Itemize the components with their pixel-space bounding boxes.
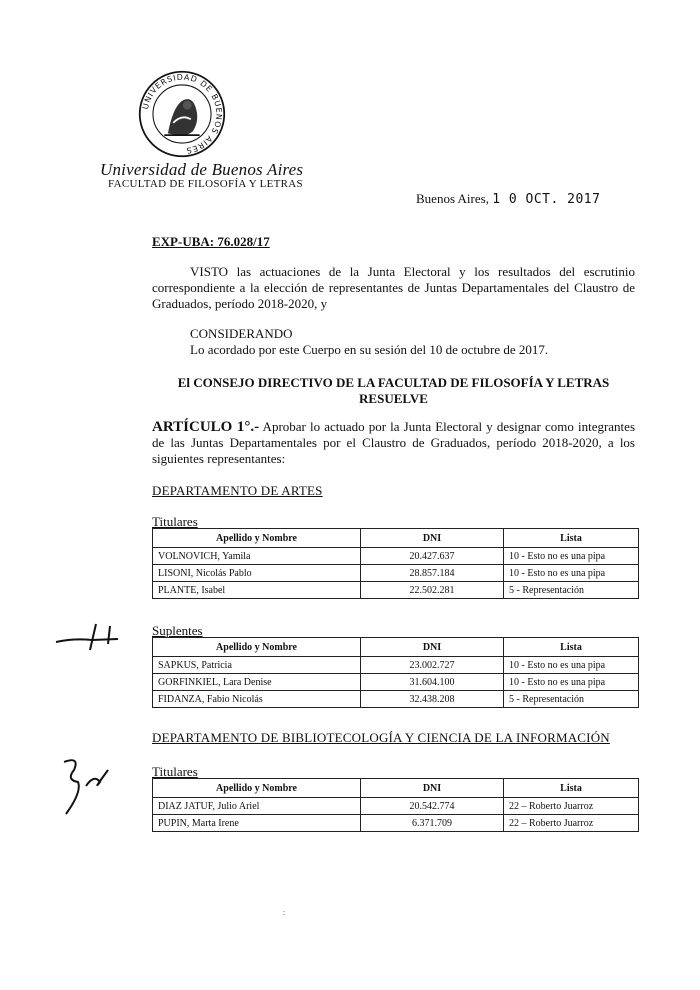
- university-name: Universidad de Buenos Aires: [100, 160, 304, 179]
- cell-name: FIDANZA, Fabio Nicolás: [153, 691, 361, 708]
- titulares-table: [152, 528, 639, 599]
- cell-name: LISONI, Nicolás Pablo: [153, 565, 361, 582]
- titulares-table: [152, 778, 639, 832]
- cell-lista: 10 - Esto no es una pipa: [504, 548, 639, 565]
- date-stamp: 1 0 OCT. 2017: [492, 192, 601, 207]
- expediente-number: EXP-UBA: 76.028/17: [152, 234, 270, 249]
- table-row: [153, 657, 639, 674]
- cell-dni: 28.857.184: [361, 565, 504, 582]
- cell-dni: 31.604.100: [361, 674, 504, 691]
- cell-dni: 32.438.208: [361, 691, 504, 708]
- cell-dni: 22.502.281: [361, 582, 504, 599]
- table-row: [153, 582, 639, 599]
- cell-lista: 10 - Esto no es una pipa: [504, 565, 639, 582]
- cell-lista: 10 - Esto no es una pipa: [504, 674, 639, 691]
- cell-lista: 22 – Roberto Juarroz: [504, 815, 639, 832]
- visto-paragraph: VISTO las actuaciones de la Junta Electoral y los resultados del escrutinio correspondiente a la elección de representantes de Juntas Departamentales del Claustro de Graduados, período 2018-2020, y: [152, 264, 635, 311]
- date-city: Buenos Aires,: [416, 191, 489, 206]
- handwritten-initial-mark: [52, 620, 122, 656]
- cell-name: VOLNOVICH, Yamila: [153, 548, 361, 565]
- article-1: [152, 419, 635, 467]
- table-header-row: [153, 638, 639, 657]
- header-name: Apellido y Nombre: [153, 529, 361, 548]
- header-lista: Lista: [504, 638, 639, 657]
- cell-dni: 20.427.637: [361, 548, 504, 565]
- date-line: [416, 191, 600, 207]
- university-seal: [138, 70, 226, 158]
- cell-name: PLANTE, Isabel: [153, 582, 361, 599]
- cell-name: PUPIN, Marta Irene: [153, 815, 361, 832]
- resolution-heading: [152, 375, 635, 407]
- article-1-label: ARTÍCULO 1°.-: [152, 419, 260, 435]
- header-dni: DNI: [361, 529, 504, 548]
- table-header-row: [153, 779, 639, 798]
- cell-lista: 5 - Representación: [504, 691, 639, 708]
- table-row: [153, 798, 639, 815]
- considerando-title: CONSIDERANDO: [190, 326, 293, 341]
- header-dni: DNI: [361, 638, 504, 657]
- cell-name: DIAZ JATUF, Julio Ariel: [153, 798, 361, 815]
- header-lista: Lista: [504, 779, 639, 798]
- titulares-heading: Titulares: [152, 514, 198, 529]
- cell-lista: 10 - Esto no es una pipa: [504, 657, 639, 674]
- header-dni: DNI: [361, 779, 504, 798]
- header-lista: Lista: [504, 529, 639, 548]
- cell-lista: 22 – Roberto Juarroz: [504, 798, 639, 815]
- table-row: [153, 565, 639, 582]
- faculty-name: FACULTAD DE FILOSOFÍA Y LETRAS: [108, 178, 303, 190]
- cell-name: SAPKUS, Patricia: [153, 657, 361, 674]
- titulares-heading: Titulares: [152, 764, 198, 779]
- department-title: DEPARTAMENTO DE ARTES: [152, 483, 323, 498]
- handwritten-signature-mark: [52, 752, 122, 818]
- cell-lista: 5 - Representación: [504, 582, 639, 599]
- cell-dni: 23.002.727: [361, 657, 504, 674]
- department-title: DEPARTAMENTO DE BIBLIOTECOLOGÍA Y CIENCIA DE LA INFORMACIÓN: [152, 730, 610, 745]
- table-row: [153, 548, 639, 565]
- table-row: [153, 674, 639, 691]
- header-name: Apellido y Nombre: [153, 638, 361, 657]
- cell-dni: 20.542.774: [361, 798, 504, 815]
- table-row: [153, 691, 639, 708]
- svg-text:UNIVERSIDAD DE BUENOS AIRES: UNIVERSIDAD DE BUENOS AIRES: [140, 72, 224, 156]
- considerando-block: [190, 326, 635, 358]
- suplentes-heading: Suplentes: [152, 623, 203, 638]
- header-name: Apellido y Nombre: [153, 779, 361, 798]
- cell-dni: 6.371.709: [361, 815, 504, 832]
- cell-name: GORFINKIEL, Lara Denise: [153, 674, 361, 691]
- resolution-line1: El CONSEJO DIRECTIVO DE LA FACULTAD DE FILOSOFÍA Y LETRAS: [177, 375, 610, 390]
- suplentes-table: [152, 637, 639, 708]
- considerando-text: Lo acordado por este Cuerpo en su sesión del 10 de octubre de 2017.: [190, 342, 549, 357]
- table-header-row: [153, 529, 639, 548]
- article-1-text: Aprobar lo actuado por la Junta Electoral y designar como integrantes de las Juntas Departamentales por el Claustro de Graduados, período 2018-2020, a los siguientes representantes:: [152, 419, 636, 466]
- resolution-line2: RESUELVE: [359, 391, 428, 406]
- page-mark: :: [283, 908, 286, 917]
- table-row: [153, 815, 639, 832]
